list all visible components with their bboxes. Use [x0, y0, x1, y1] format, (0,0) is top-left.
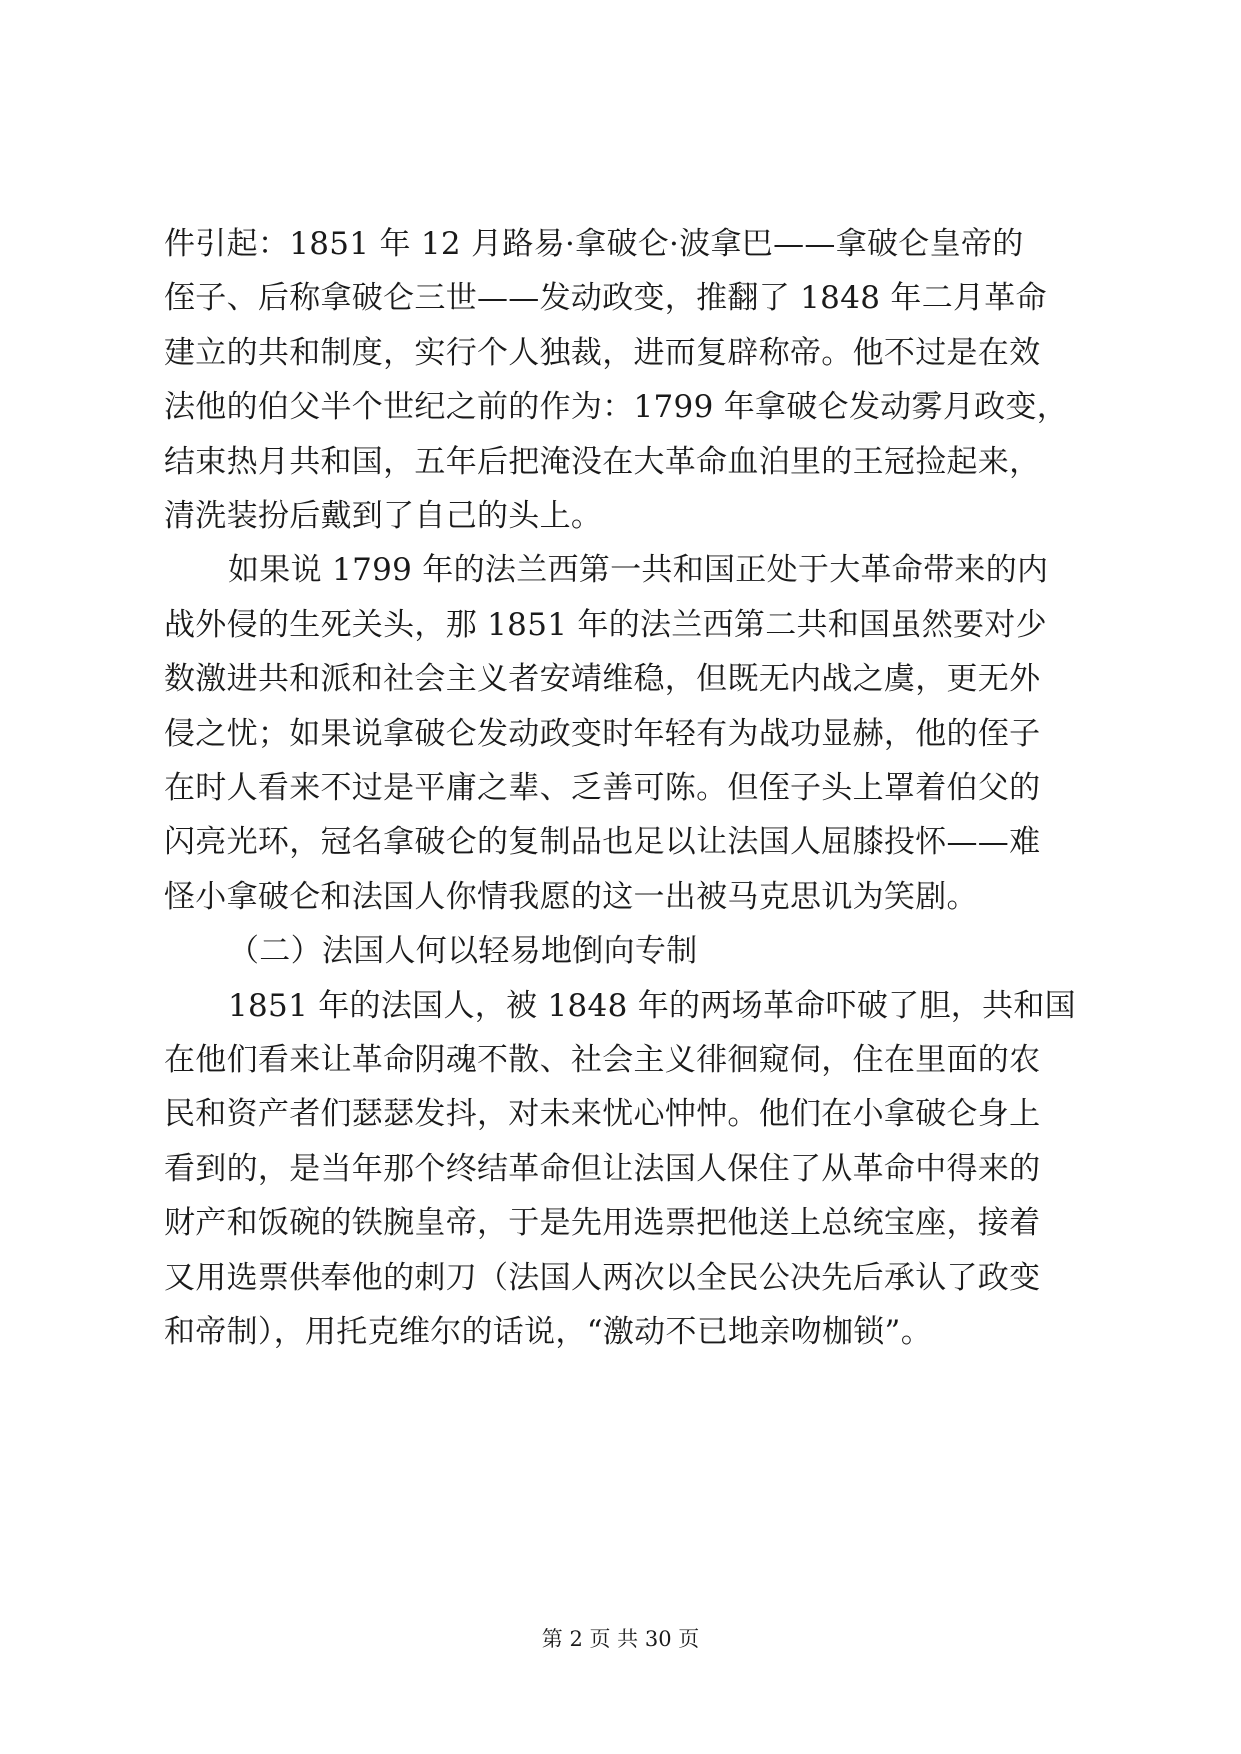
text-line: 侵之忧；如果说拿破仑发动政变时年轻有为战功显赫，他的侄子	[164, 716, 1041, 752]
text-line: 件引起：1851 年 12 月路易·拿破仑·波拿巴——拿破仑皇帝的	[164, 226, 1024, 262]
page-number-footer: 第 2 页 共 30 页	[541, 1627, 700, 1651]
text-line: 法他的伯父半个世纪之前的作为：1799 年拿破仑发动雾月政变，	[164, 389, 1069, 425]
text-line: 数激进共和派和社会主义者安靖维稳，但既无内战之虞，更无外	[164, 661, 1041, 697]
text-line: 结束热月共和国，五年后把淹没在大革命血泊里的王冠捡起来，	[164, 444, 1041, 480]
text-line: 在他们看来让革命阴魂不散、社会主义徘徊窥伺，住在里面的农	[164, 1042, 1041, 1078]
text-line: 怪小拿破仑和法国人你情我愿的这一出被马克思讥为笑剧。	[164, 879, 978, 915]
section-heading: （二）法国人何以轻易地倒向专制	[228, 933, 698, 969]
text-line: 战外侵的生死关头，那 1851 年的法兰西第二共和国虽然要对少	[164, 607, 1047, 643]
text-line: 财产和饭碗的铁腕皇帝，于是先用选票把他送上总统宝座，接着	[164, 1205, 1041, 1241]
paragraph-first-line: 1851 年的法国人，被 1848 年的两场革命吓破了胆，共和国	[228, 988, 1076, 1024]
text-line: 清洗装扮后戴到了自己的头上。	[164, 498, 603, 534]
text-line: 闪亮光环，冠名拿破仑的复制品也足以让法国人屈膝投怀——难	[164, 824, 1041, 860]
text-line: 和帝制），用托克维尔的话说，“激动不已地亲吻枷锁”。	[164, 1314, 932, 1350]
text-line: 又用选票供奉他的刺刀（法国人两次以全民公决先后承认了政变	[164, 1260, 1041, 1296]
text-line: 民和资产者们瑟瑟发抖，对未来忧心忡忡。他们在小拿破仑身上	[164, 1096, 1041, 1132]
text-line: 在时人看来不过是平庸之辈、乏善可陈。但侄子头上罩着伯父的	[164, 770, 1041, 806]
paragraph-first-line: 如果说 1799 年的法兰西第一共和国正处于大革命带来的内	[228, 552, 1049, 588]
text-line: 看到的，是当年那个终结革命但让法国人保住了从革命中得来的	[164, 1151, 1041, 1187]
text-line: 侄子、后称拿破仑三世——发动政变，推翻了 1848 年二月革命	[164, 280, 1047, 316]
text-line: 建立的共和制度，实行个人独裁，进而复辟称帝。他不过是在效	[164, 335, 1041, 371]
